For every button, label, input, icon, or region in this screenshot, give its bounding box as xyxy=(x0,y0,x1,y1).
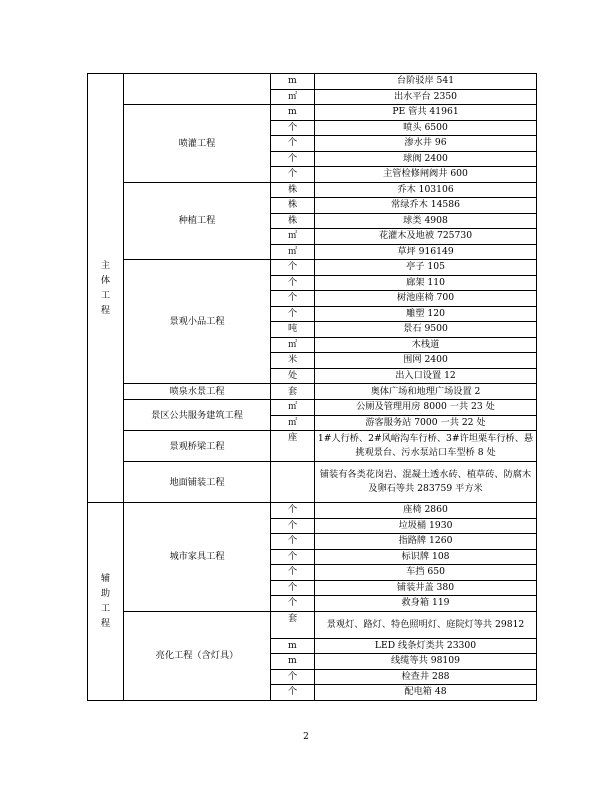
unit-cell: 个 xyxy=(271,291,315,307)
unit-cell: m xyxy=(271,74,315,90)
table-row xyxy=(88,503,537,519)
table-row xyxy=(88,105,537,121)
unit-cell: 个 xyxy=(271,151,315,167)
page-number: 2 xyxy=(303,732,309,742)
unit-cell: 株 xyxy=(271,198,315,214)
desc-cell: 检查井 288 xyxy=(315,669,537,685)
desc-cell: 景观灯、路灯、特色照明灯、庭院灯等共 29812 xyxy=(315,611,537,638)
engineering-table xyxy=(87,73,537,701)
unit-cell: 个 xyxy=(271,503,315,519)
desc-cell: 出入口设置 12 xyxy=(315,368,537,384)
unit-cell: 个 xyxy=(271,596,315,612)
category-paving: 地面铺装工程 xyxy=(124,462,271,503)
desc-cell: 球类 4908 xyxy=(315,213,537,229)
desc-cell: 树池座椅 700 xyxy=(315,291,537,307)
desc-cell: 1#人行桥、2#风峪沟车行桥、3#许坦栗车行桥、悬挑观景台、污水泵站口车型桥 8 处 xyxy=(315,431,537,462)
desc-cell: 亭子 105 xyxy=(315,260,537,276)
unit-cell: m xyxy=(271,654,315,670)
section-aux-cell xyxy=(88,503,124,701)
category-landscape-items: 景观小品工程 xyxy=(124,260,271,384)
desc-cell: 花灌木及地被 725730 xyxy=(315,229,537,245)
desc-cell: 公厕及管理用房 8000 一共 23 处 xyxy=(315,400,537,416)
unit-cell: 个 xyxy=(271,275,315,291)
unit-cell: 座 xyxy=(271,431,315,462)
unit-cell: ㎡ xyxy=(271,244,315,260)
table-row xyxy=(88,260,537,276)
table-row xyxy=(88,384,537,400)
desc-cell: 木栈道 xyxy=(315,337,537,353)
category-water-feature: 喷泉水景工程 xyxy=(124,384,271,400)
unit-cell: ㎡ xyxy=(271,400,315,416)
desc-cell: 球阀 2400 xyxy=(315,151,537,167)
desc-cell: PE 管共 41961 xyxy=(315,105,537,121)
category-furniture: 城市家具工程 xyxy=(124,503,271,612)
desc-cell: 渗水井 96 xyxy=(315,136,537,152)
unit-cell: 个 xyxy=(271,167,315,183)
unit-cell xyxy=(271,462,315,503)
desc-cell: 铺装井盖 380 xyxy=(315,580,537,596)
unit-cell: 处 xyxy=(271,368,315,384)
unit-cell: 个 xyxy=(271,565,315,581)
unit-cell: 个 xyxy=(271,549,315,565)
section-main-cell xyxy=(88,74,124,503)
table-row xyxy=(88,182,537,198)
desc-cell: 奥体广场和地理广场设置 2 xyxy=(315,384,537,400)
desc-cell: 围网 2400 xyxy=(315,353,537,369)
desc-cell: LED 线条灯类共 23300 xyxy=(315,638,537,654)
unit-cell: 株 xyxy=(271,213,315,229)
desc-cell: 铺装有各类花岗岩、混凝土透水砖、植草砖、防腐木及卵石等共 283759 平方米 xyxy=(315,462,537,503)
unit-cell: 个 xyxy=(271,306,315,322)
unit-cell: 米 xyxy=(271,353,315,369)
desc-cell: 乔木 103106 xyxy=(315,182,537,198)
table-row xyxy=(88,462,537,503)
unit-cell: ㎡ xyxy=(271,415,315,431)
desc-cell: 常绿乔木 14586 xyxy=(315,198,537,214)
category-lighting: 亮化工程（含灯具） xyxy=(124,611,271,700)
unit-cell: 个 xyxy=(271,580,315,596)
desc-cell: 廊架 110 xyxy=(315,275,537,291)
category-planting: 种植工程 xyxy=(124,182,271,260)
desc-cell: 台阶驳岸 541 xyxy=(315,74,537,90)
desc-cell: 喷头 6500 xyxy=(315,120,537,136)
desc-cell: 线缆等共 98109 xyxy=(315,654,537,670)
unit-cell: 株 xyxy=(271,182,315,198)
unit-cell: m xyxy=(271,105,315,121)
desc-cell: 主管检修闸阀井 600 xyxy=(315,167,537,183)
category-public-building: 景区公共服务建筑工程 xyxy=(124,400,271,431)
table-row xyxy=(88,611,537,638)
desc-cell: 出水平台 2350 xyxy=(315,89,537,105)
unit-cell: 个 xyxy=(271,534,315,550)
desc-cell: 救身箱 119 xyxy=(315,596,537,612)
desc-cell: 标识牌 108 xyxy=(315,549,537,565)
desc-cell: 指路牌 1260 xyxy=(315,534,537,550)
unit-cell: 个 xyxy=(271,260,315,276)
desc-cell: 座椅 2860 xyxy=(315,503,537,519)
unit-cell: 个 xyxy=(271,518,315,534)
unit-cell: ㎡ xyxy=(271,89,315,105)
unit-cell: 吨 xyxy=(271,322,315,338)
desc-cell: 垃圾桶 1930 xyxy=(315,518,537,534)
category-cell xyxy=(124,74,271,105)
unit-cell: ㎡ xyxy=(271,229,315,245)
table-row xyxy=(88,431,537,462)
unit-cell: ㎡ xyxy=(271,337,315,353)
unit-cell: 个 xyxy=(271,120,315,136)
category-bridge: 景观桥梁工程 xyxy=(124,431,271,462)
table-row xyxy=(88,400,537,416)
unit-cell: 个 xyxy=(271,685,315,701)
unit-cell: m xyxy=(271,638,315,654)
unit-cell: 个 xyxy=(271,669,315,685)
unit-cell: 套 xyxy=(271,384,315,400)
unit-cell: 套 xyxy=(271,611,315,638)
desc-cell: 游客服务站 7000 一共 22 处 xyxy=(315,415,537,431)
section-aux-label: 辅助工程 xyxy=(100,573,111,630)
desc-cell: 车挡 650 xyxy=(315,565,537,581)
desc-cell: 草坪 916149 xyxy=(315,244,537,260)
section-main-label: 主体工程 xyxy=(100,260,111,316)
desc-cell: 配电箱 48 xyxy=(315,685,537,701)
table-row xyxy=(88,74,537,90)
unit-cell: 个 xyxy=(271,136,315,152)
category-fountain: 喷灌工程 xyxy=(124,105,271,183)
desc-cell: 景石 9500 xyxy=(315,322,537,338)
desc-cell: 雕塑 120 xyxy=(315,306,537,322)
